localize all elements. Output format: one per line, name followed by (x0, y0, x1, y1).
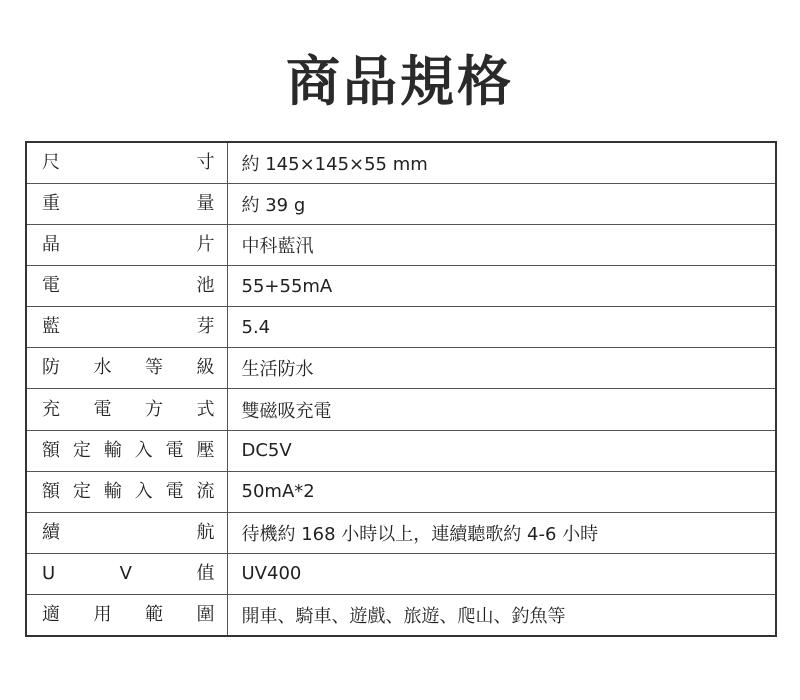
spec-row (26, 471, 776, 512)
spec-row (26, 225, 776, 266)
spec-label-char: 值 (196, 562, 215, 584)
spec-label (42, 605, 215, 625)
spec-label-char: 重 (42, 193, 60, 215)
spec-label-char: 式 (196, 398, 215, 420)
spec-row (26, 142, 776, 184)
spec-label-char: 電 (165, 439, 184, 461)
spec-label-char: 片 (196, 234, 215, 256)
spec-table-body (26, 142, 776, 636)
spec-label-char: 水 (93, 357, 112, 379)
spec-label (42, 564, 215, 584)
spec-label-cell (26, 389, 227, 430)
spec-label-cell (26, 307, 227, 348)
spec-label-char: 入 (134, 480, 153, 502)
spec-label-cell (26, 553, 227, 594)
spec-label-char: 輸 (103, 439, 122, 461)
spec-label-char: 電 (93, 398, 112, 420)
spec-label-char: 量 (196, 193, 215, 215)
spec-value: 50mA*2 (227, 471, 776, 512)
spec-label (42, 153, 215, 173)
spec-row (26, 594, 776, 636)
spec-label-char: 充 (42, 398, 60, 420)
spec-label-cell (26, 184, 227, 225)
spec-label-char: 晶 (42, 234, 60, 256)
spec-row (26, 512, 776, 553)
spec-label-char: 藍 (42, 316, 60, 338)
spec-value: 生活防水 (227, 348, 776, 389)
spec-label-char: V (119, 562, 132, 584)
spec-value: 雙磁吸充電 (227, 389, 776, 430)
spec-label (42, 441, 215, 461)
spec-label-char: 額 (42, 480, 60, 502)
spec-row (26, 184, 776, 225)
spec-row (26, 430, 776, 471)
page-title: 商品規格 (286, 50, 514, 113)
spec-label-char: 範 (145, 603, 163, 625)
spec-value: 約 39 g (227, 184, 776, 225)
spec-label-char: 輸 (103, 480, 122, 502)
spec-value: 5.4 (227, 307, 776, 348)
spec-label-char: 流 (196, 480, 215, 502)
spec-label-char: 續 (42, 521, 60, 543)
spec-label (42, 482, 215, 502)
spec-label-char: 級 (196, 357, 215, 379)
spec-row (26, 307, 776, 348)
spec-label-cell (26, 512, 227, 553)
spec-label-char: 電 (165, 480, 184, 502)
spec-label-char: 定 (72, 439, 91, 461)
spec-row (26, 389, 776, 430)
spec-label-char: 方 (145, 398, 163, 420)
spec-label-cell (26, 266, 227, 307)
spec-label-char: 壓 (196, 439, 215, 461)
spec-label (42, 523, 215, 543)
spec-label (42, 194, 215, 214)
spec-label-char: 額 (42, 439, 60, 461)
spec-label-cell (26, 430, 227, 471)
spec-label-char: 防 (42, 357, 60, 379)
spec-label (42, 317, 215, 337)
spec-label-char: 電 (42, 275, 60, 297)
spec-label-char: 入 (134, 439, 153, 461)
spec-label-char: 池 (196, 275, 215, 297)
spec-label-cell (26, 225, 227, 266)
spec-label (42, 235, 215, 255)
spec-label-char: 適 (42, 603, 60, 625)
spec-label-cell (26, 348, 227, 389)
spec-row (26, 553, 776, 594)
spec-value: 中科藍汛 (227, 225, 776, 266)
spec-value: UV400 (227, 553, 776, 594)
spec-label-char: 定 (72, 480, 91, 502)
spec-label-cell (26, 471, 227, 512)
spec-label-char: U (42, 562, 56, 584)
spec-value: DC5V (227, 430, 776, 471)
spec-label-char: 芽 (196, 316, 215, 338)
spec-label-char: 用 (93, 603, 112, 625)
spec-value: 約 145×145×55 mm (227, 142, 776, 184)
spec-label (42, 400, 215, 420)
spec-label-char: 航 (196, 521, 215, 543)
spec-row (26, 266, 776, 307)
spec-label-char: 圍 (196, 603, 215, 625)
spec-label (42, 358, 215, 378)
spec-label-char: 尺 (42, 152, 60, 174)
spec-label-char: 寸 (196, 152, 215, 174)
spec-label (42, 276, 215, 296)
spec-label-cell (26, 594, 227, 636)
spec-value: 55+55mA (227, 266, 776, 307)
spec-label-char: 等 (145, 357, 163, 379)
spec-value: 待機約 168 小時以上，連續聽歌約 4-6 小時 (227, 512, 776, 553)
spec-label-cell (26, 142, 227, 184)
spec-value: 開車、騎車、遊戲、旅遊、爬山、釣魚等 (227, 594, 776, 636)
spec-table (25, 141, 777, 637)
spec-row (26, 348, 776, 389)
